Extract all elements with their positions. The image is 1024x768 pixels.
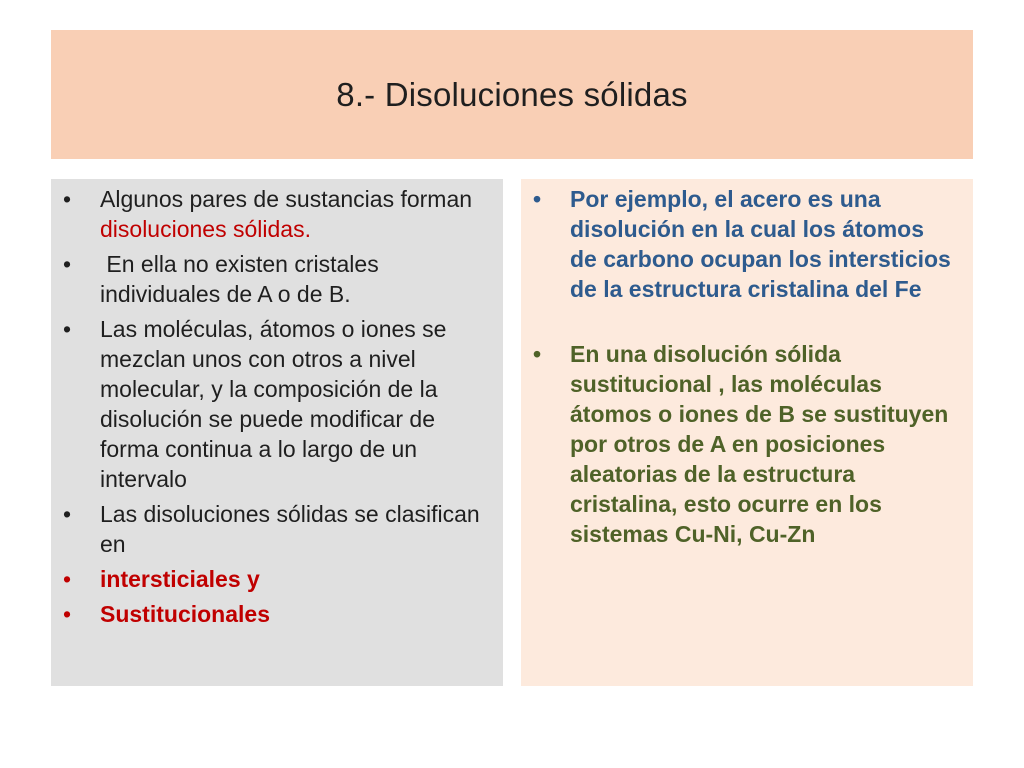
list-item xyxy=(63,184,487,244)
bullet-icon: • xyxy=(533,186,542,212)
title-banner xyxy=(51,30,973,159)
bullet-icon: • xyxy=(63,566,72,592)
left-bullet-list xyxy=(51,179,503,629)
list-item xyxy=(63,314,487,494)
list-item-text xyxy=(100,184,487,244)
list-spacer xyxy=(533,309,957,339)
list-item-text: En ella no existen cristales individuales de A o de B. xyxy=(100,251,386,307)
list-item xyxy=(63,499,487,559)
bullet-icon: • xyxy=(63,601,72,627)
list-item-text: Sustitucionales xyxy=(100,601,270,627)
bullet-icon: • xyxy=(63,501,72,527)
list-item xyxy=(533,184,957,304)
bullet-icon: • xyxy=(533,341,542,367)
list-item xyxy=(63,599,487,629)
list-item-text: Por ejemplo, el acero es una disolución en la cual los átomos de carbono ocupan los intersticios de la estructura cristalina del Fe xyxy=(570,186,951,302)
highlight-term: disoluciones sólidas. xyxy=(100,216,311,242)
list-item-text: Las moléculas, átomos o iones se mezclan unos con otros a nivel molecular, y la composición de la disolución se puede modificar de forma continua a lo largo de un intervalo xyxy=(100,316,447,492)
list-item-text-part: Algunos pares de sustancias forman xyxy=(100,186,473,212)
list-item xyxy=(63,564,487,594)
slide-title: 8.- Disoluciones sólidas xyxy=(336,75,688,113)
bullet-icon: • xyxy=(63,186,72,212)
right-content-panel xyxy=(521,179,973,686)
list-item-text: Las disoluciones sólidas se clasifican en xyxy=(100,501,480,557)
list-item xyxy=(63,249,487,309)
list-item xyxy=(533,339,957,549)
list-item-text: intersticiales y xyxy=(100,566,260,592)
left-content-panel xyxy=(51,179,503,686)
list-item-text: En una disolución sólida sustitucional , las moléculas átomos o iones de B se sustituyen por otros de A en posiciones aleatorias de la estructura cristalina, esto ocurre en los sistemas Cu-Ni, Cu-Zn xyxy=(570,341,949,547)
bullet-icon: • xyxy=(63,316,72,342)
bullet-icon: • xyxy=(63,251,72,277)
right-bullet-list xyxy=(521,179,973,549)
